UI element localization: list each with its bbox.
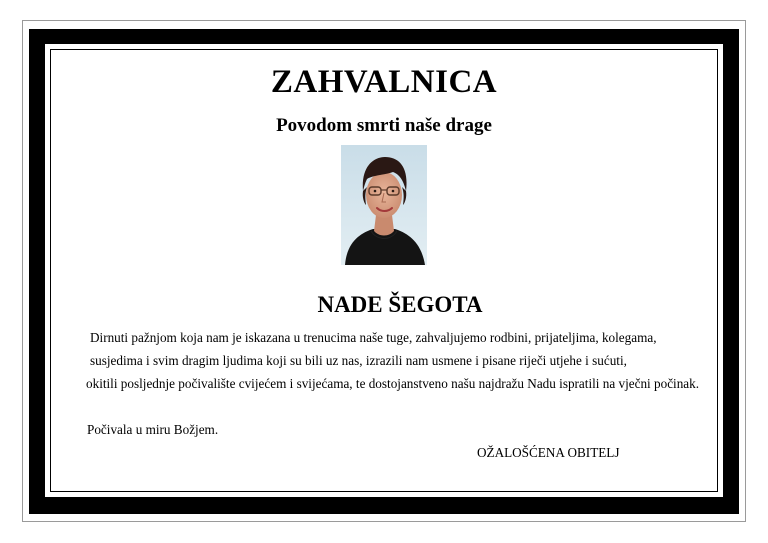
portrait-photo [341, 145, 427, 265]
deceased-name: NADE ŠEGOTA [317, 292, 483, 317]
family-signature: OŽALOŠĆENA OBITELJ [477, 445, 620, 460]
notice-subtitle: Povodom smrti naše drage [276, 115, 492, 136]
body-text-line: Dirnuti pažnjom koja nam je iskazana u trenucima naše tuge, zahvaljujemo rodbini, prijateljima, kolegama, [90, 330, 657, 345]
closing-blessing: Počivala u miru Božjem. [87, 422, 219, 437]
notice-title: ZAHVALNICA [270, 64, 498, 100]
body-text-line: susjedima i svim dragim ljudima koji su bili uz nas, izrazili nam usmene i pisane riječi utjehe i sućuti, [90, 353, 627, 368]
body-text-line: okitili posljednje počivalište cvijećem i svijećama, te dostojanstveno našu najdražu Nadu ispratili na vječni počinak. [86, 376, 700, 391]
